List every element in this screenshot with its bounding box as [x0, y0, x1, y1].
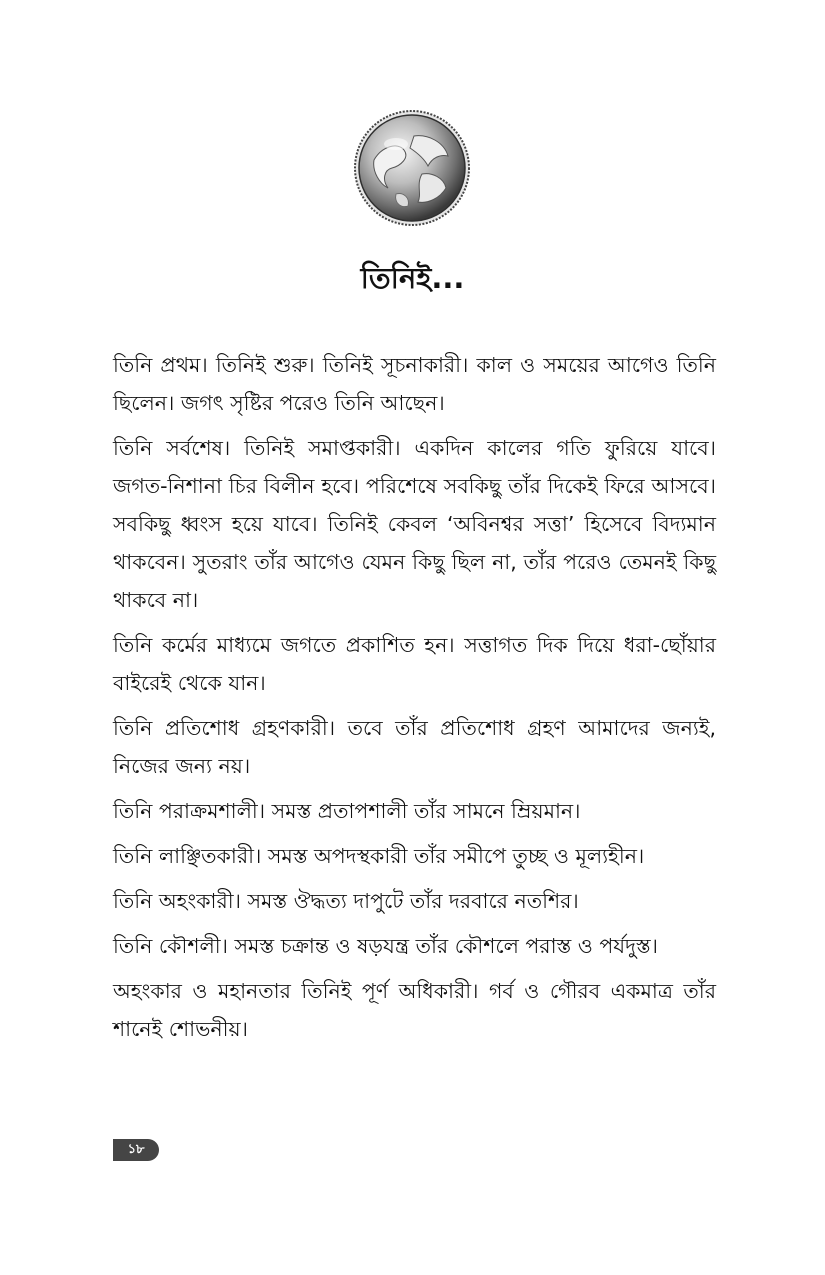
page-title: তিনিই... — [360, 261, 465, 295]
paragraph: তিনি লাঞ্ছিতকারী। সমস্ত অপদস্থকারী তাঁর সমীপে তুচ্ছ ও মূল্যহীন। — [113, 844, 645, 868]
paragraph: তিনি অহংকারী। সমস্ত ঔদ্ধত্য দাপুটে তাঁর দরবারে নতশির। — [113, 889, 579, 913]
paragraph: অহংকার ও মহানতার তিনিই পূর্ণ অধিকারী। গর্ব ও গৌরব একমাত্র তাঁর শানেই শোভনীয়। — [113, 979, 716, 1041]
paragraph: তিনি প্রথম। তিনিই শুরু। তিনিই সূচনাকারী। কাল ও সময়ের আগেও তিনি ছিলেন। জগৎ সৃষ্টির পরেও তিনি আছেন। — [113, 353, 716, 415]
body-text — [113, 346, 716, 1055]
globe-emblem — [352, 108, 472, 228]
globe-icon — [352, 108, 472, 228]
paragraph: তিনি কর্মের মাধ্যমে জগতে প্রকাশিত হন। সত্তাগত দিক দিয়ে ধরা-ছোঁয়ার বাইরেই থেকে যান। — [113, 633, 716, 695]
page-number-badge: ১৮ — [113, 1139, 159, 1161]
paragraph: তিনি কৌশলী। সমস্ত চক্রান্ত ও ষড়যন্ত্র তাঁর কৌশলে পরাস্ত ও পর্যদুস্ত। — [113, 934, 658, 958]
paragraph: তিনি সর্বশেষ। তিনিই সমাপ্তকারী। একদিন কালের গতি ফুরিয়ে যাবে। জগত-নিশানা চির বিলীন হবে। পরিশেষে সবকিছু তাঁর দিকেই ফিরে আসবে। সবকিছু ধ্বংস হয়ে যাবে। তিনিই কেবল ‘অবিনশ্বর সত্তা’ হিসেবে বিদ্যমান থাকবেন। সুতরাং তাঁর আগেও যেমন কিছু ছিল না, তাঁর পরেও তেমনই কিছু থাকবে না। — [113, 436, 716, 612]
paragraph: তিনি পরাক্রমশালী। সমস্ত প্রতাপশালী তাঁর সামনে ম্রিয়মান। — [113, 799, 581, 823]
paragraph: তিনি প্রতিশোধ গ্রহণকারী। তবে তাঁর প্রতিশোধ গ্রহণ আমাদের জন্যই, নিজের জন্য নয়। — [113, 716, 716, 778]
